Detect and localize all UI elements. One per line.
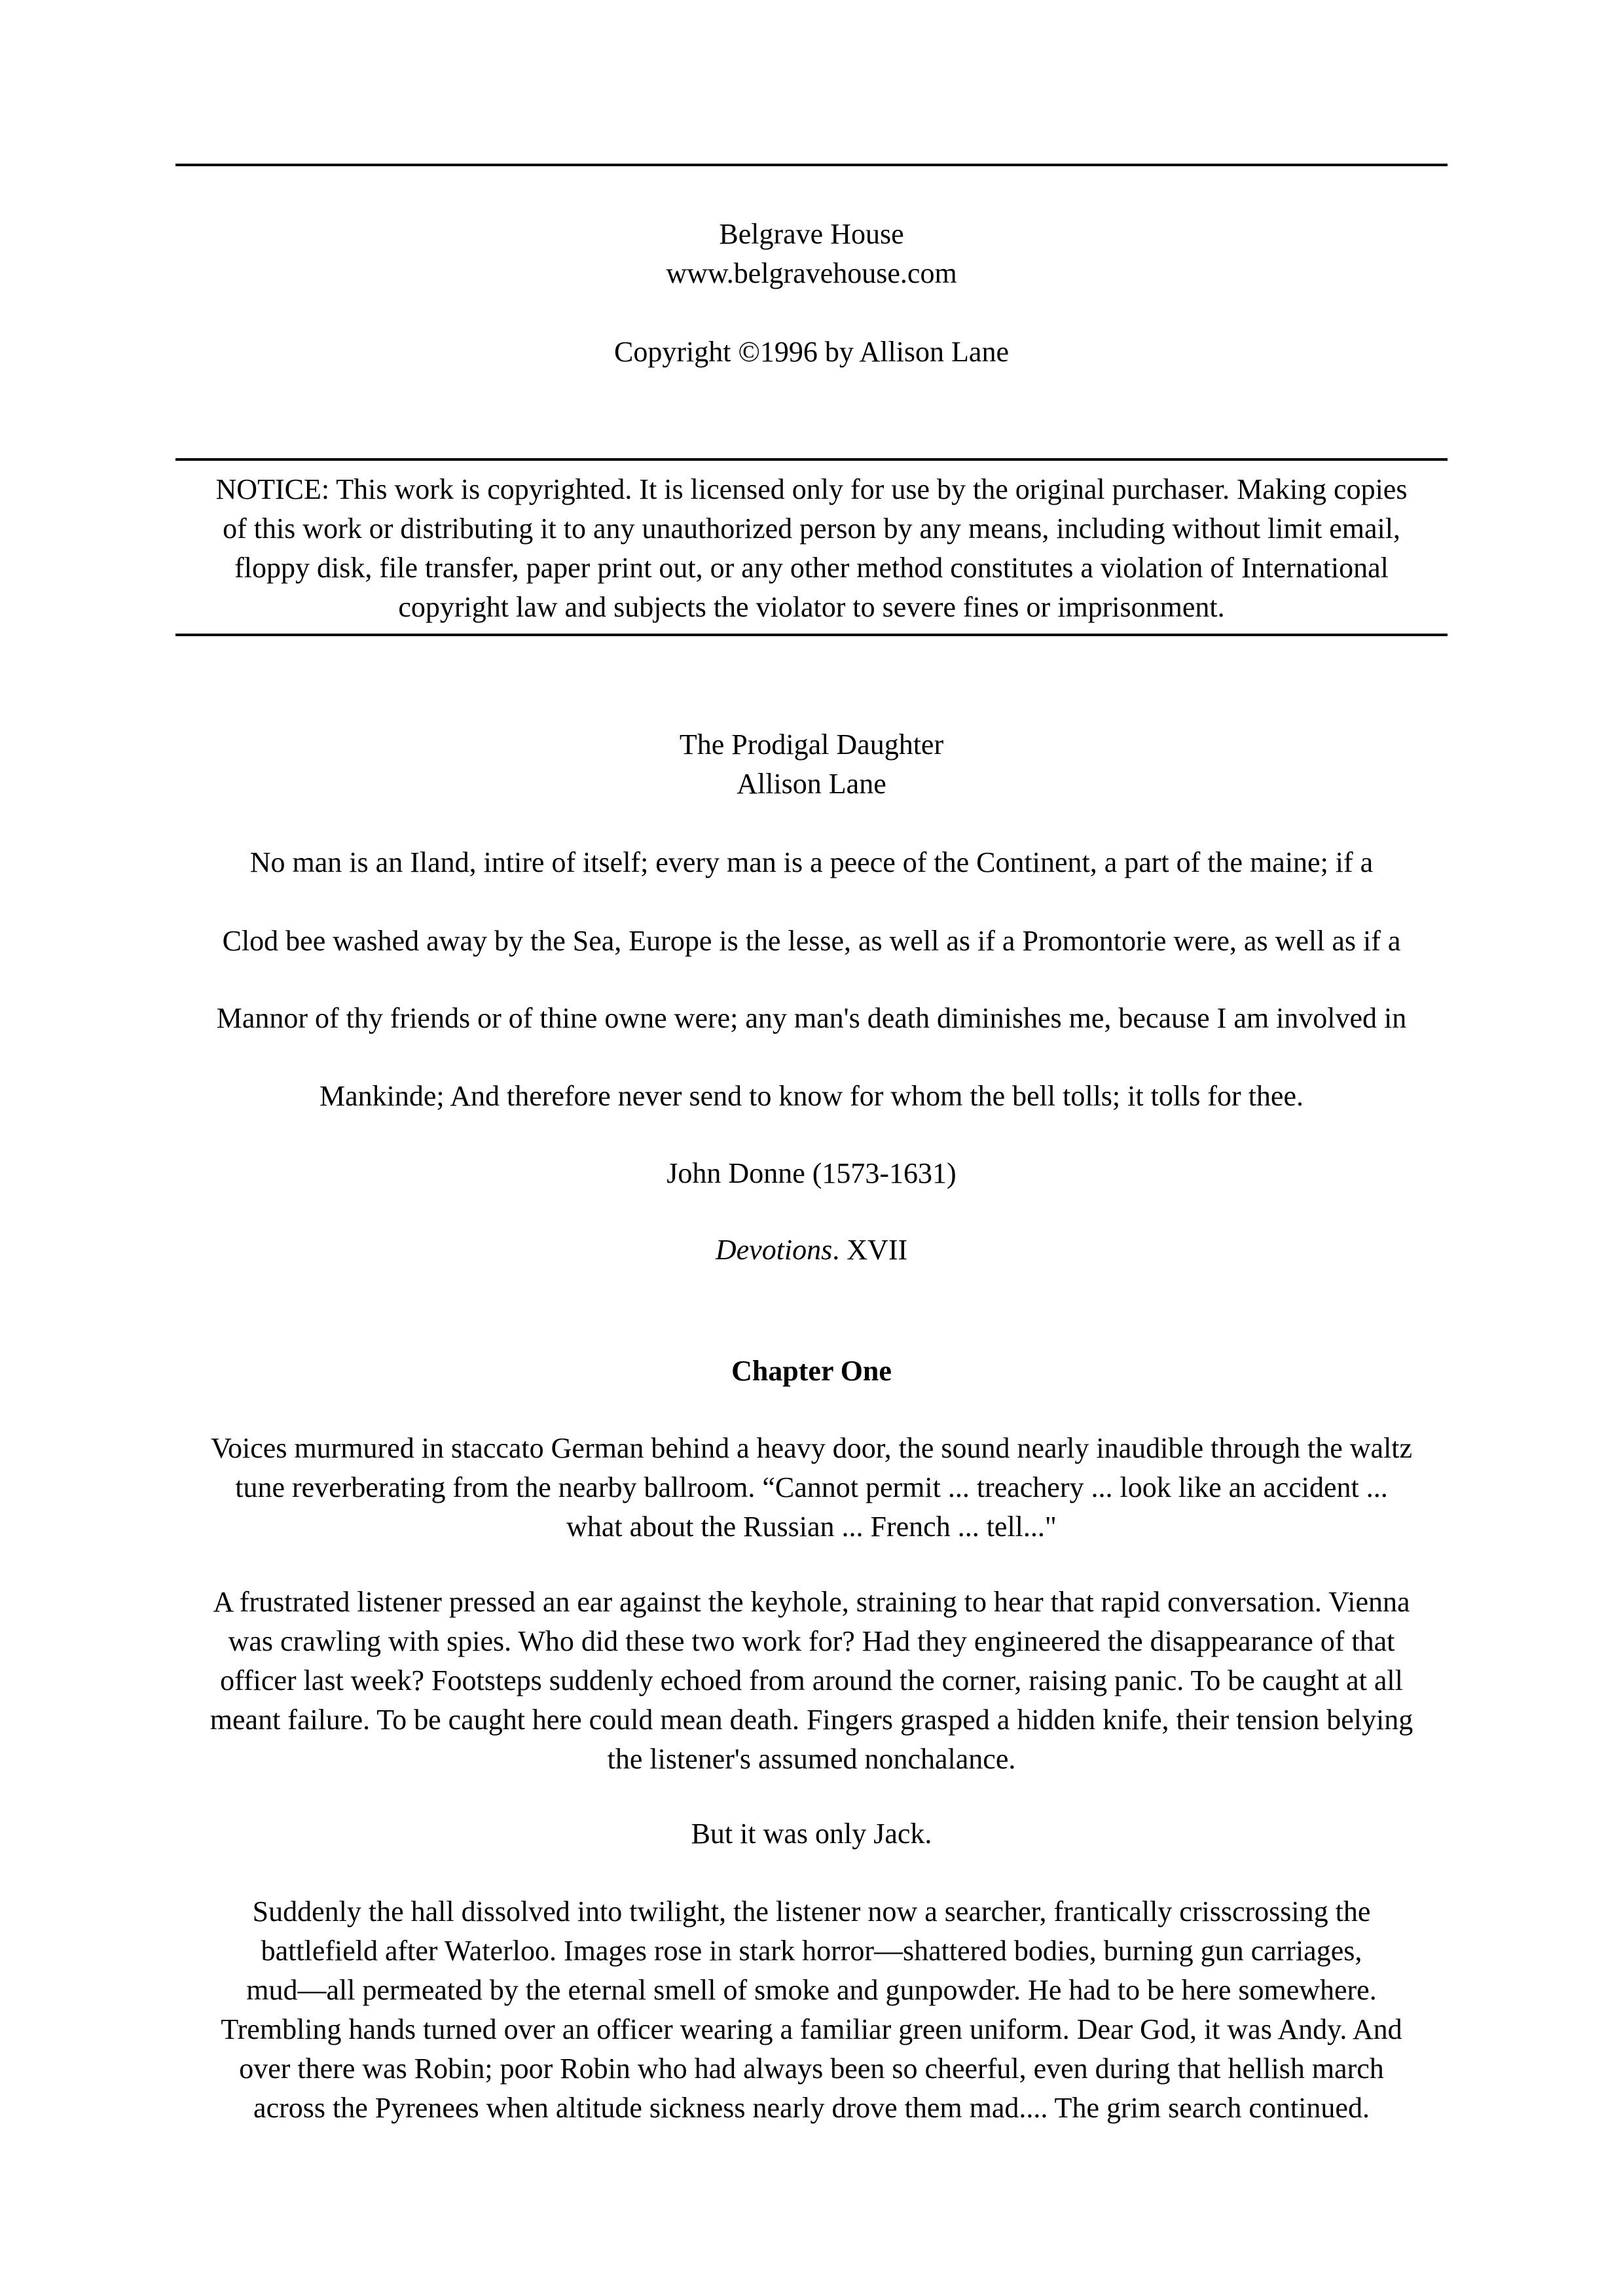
text-line: Voices murmured in staccato German behind a heavy door, the sound nearly inaudible through the waltz <box>210 1432 1413 1464</box>
text-line: But it was only Jack. <box>691 1818 932 1850</box>
text-line: tune reverberating from the nearby ballroom. “Cannot permit ... treachery ... look like an accident ... <box>235 1471 1388 1503</box>
copyright-line: Copyright ©1996 by Allison Lane <box>614 336 1009 368</box>
text-line: over there was Robin; poor Robin who had always been so cheerful, even during that hellish march <box>239 2053 1384 2085</box>
paragraph-2 <box>175 1583 1448 1779</box>
epigraph-source <box>175 1230 1448 1270</box>
publisher-block <box>175 215 1448 293</box>
source-title: Devotions <box>715 1234 833 1266</box>
text-line: was crawling with spies. Who did these two work for? Had they engineered the disappearance of that <box>228 1625 1395 1657</box>
paragraph-4 <box>175 1892 1448 2128</box>
epigraph-line: No man is an Iland, intire of itself; every man is a peece of the Continent, a part of the maine; if a <box>249 846 1374 878</box>
notice-bottom-divider <box>175 634 1448 636</box>
notice-line: of this work or distributing it to any unauthorized person by any means, including without limit email, <box>223 512 1400 545</box>
text-line: officer last week? Footsteps suddenly echoed from around the corner, raising panic. To be caught at all <box>220 1664 1403 1696</box>
epigraph-line: Mannor of thy friends or of thine owne were; any man's death diminishes me, because I am involved in <box>216 1002 1407 1034</box>
text-line: Trembling hands turned over an officer wearing a familiar green uniform. Dear God, it was Andy. And <box>221 2013 1402 2045</box>
paragraph-1 <box>175 1429 1448 1547</box>
notice-line: floppy disk, file transfer, paper print out, or any other method constitutes a violation of International <box>234 552 1389 584</box>
publisher-name: Belgrave House <box>719 218 904 250</box>
paragraph-3 <box>175 1814 1448 1854</box>
text-line: the listener's assumed nonchalance. <box>607 1743 1016 1775</box>
text-line: Suddenly the hall dissolved into twilight, the listener now a searcher, frantically crisscrossing the <box>252 1895 1371 1928</box>
copyright-notice <box>175 470 1448 627</box>
chapter-heading: Chapter One <box>731 1355 892 1387</box>
book-author: Allison Lane <box>737 768 886 800</box>
publisher-website[interactable]: www.belgravehouse.com <box>666 257 957 289</box>
epigraph-line: Clod bee washed away by the Sea, Europe is the lesse, as well as if a Promontorie were, as well as if a <box>222 925 1401 957</box>
notice-line: NOTICE: This work is copyrighted. It is licensed only for use by the original purchaser. Making copies <box>215 473 1408 505</box>
notice-line: copyright law and subjects the violator to severe fines or imprisonment. <box>398 591 1225 623</box>
text-line: mud—all permeated by the eternal smell of smoke and gunpowder. He had to be here somewhere. <box>246 1974 1377 2006</box>
text-line: A frustrated listener pressed an ear against the keyhole, straining to hear that rapid conversation. Vienna <box>213 1586 1410 1618</box>
epigraph-line: Mankinde; And therefore never send to know for whom the bell tolls; it tolls for thee. <box>319 1080 1304 1112</box>
source-suffix: . XVII <box>832 1234 908 1266</box>
text-line: what about the Russian ... French ... tell..." <box>566 1511 1057 1543</box>
top-divider <box>175 164 1448 166</box>
text-line: across the Pyrenees when altitude sickness nearly drove them mad.... The grim search continued. <box>253 2092 1370 2124</box>
text-line: meant failure. To be caught here could mean death. Fingers grasped a hidden knife, their tension belying <box>210 1704 1413 1736</box>
text-line: battlefield after Waterloo. Images rose in stark horror—shattered bodies, burning gun carriages, <box>261 1935 1362 1967</box>
book-title: The Prodigal Daughter <box>679 728 944 761</box>
notice-top-divider <box>175 458 1448 461</box>
title-block <box>175 725 1448 804</box>
epigraph-attribution: John Donne (1573-1631) <box>666 1157 957 1189</box>
